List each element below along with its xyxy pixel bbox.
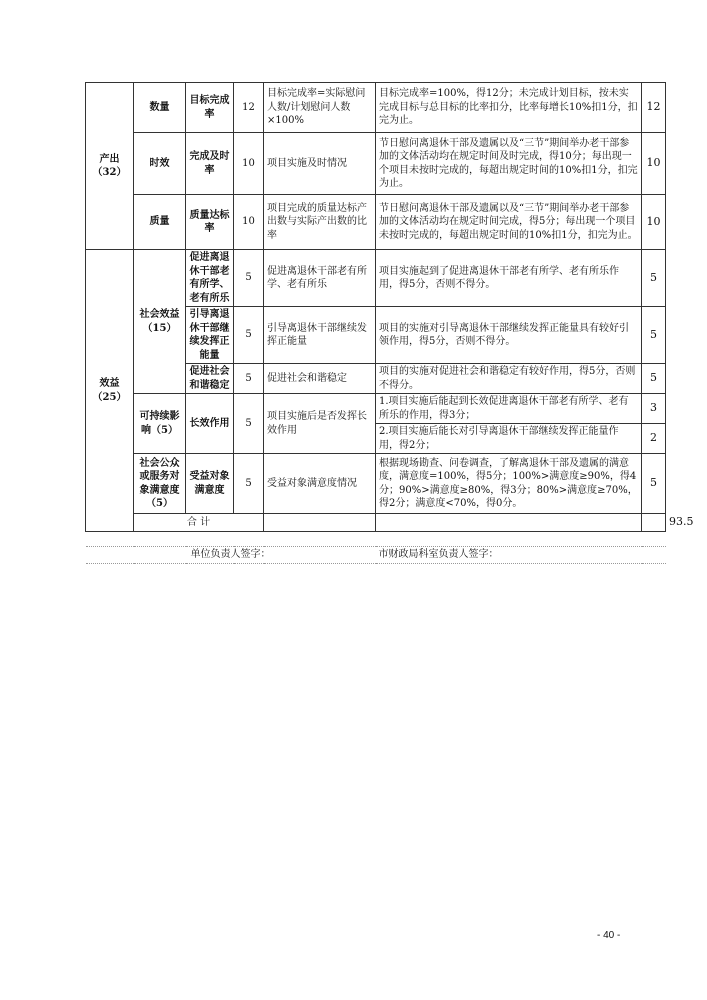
spacer-row — [86, 532, 666, 547]
weight: 5 — [234, 307, 264, 364]
score: 5 — [642, 364, 666, 394]
table-row — [86, 394, 666, 424]
subcategory-timeliness: 时效 — [134, 133, 186, 195]
table-row — [86, 454, 666, 514]
criteria: 节日慰问离退休干部及遗属以及“三节”期间举办老干部参加的文体活动均在规定时间及时完成，得10分；每出现一个项目未按时完成的，每超出规定时间的10%扣1分，扣完为止。 — [376, 133, 642, 195]
table-row — [86, 250, 666, 307]
weight: 5 — [234, 394, 264, 454]
signature-row — [86, 547, 666, 564]
weight: 12 — [234, 83, 264, 133]
criteria: 项目的实施对引导离退休干部继续发挥正能量具有较好引领作用，得5分，否则不得分。 — [376, 307, 642, 364]
metric: 引导离退休干部继续发挥正能量 — [186, 307, 234, 364]
metric-timeliness: 完成及时率 — [186, 133, 234, 195]
finance-signature: 市财政局科室负责人签字： — [376, 547, 666, 564]
criteria: 2.项目实施后能长对引导离退休干部继续发挥正能量作用，得2分； — [376, 424, 642, 454]
criteria: 目标完成率=100%，得12分；未完成计划目标，按未实完成目标与总目标的比率扣分，比率每增长10%扣1分，扣完为止。 — [376, 83, 642, 133]
subcategory-sustainable: 可持续影响（5） — [134, 394, 186, 454]
spacer-cell — [86, 532, 666, 547]
description: 促进社会和谐稳定 — [264, 364, 376, 394]
total-label: 合 计 — [134, 514, 264, 532]
category-output: 产出 （32） — [86, 83, 134, 250]
description: 促进离退休干部老有所学、老有所乐 — [264, 250, 376, 307]
criteria: 项目的实施对促进社会和谐稳定有较好作用，得5分，否则不得分。 — [376, 364, 642, 394]
subcategory-quantity: 数量 — [134, 83, 186, 133]
metric: 促进社会和谐稳定 — [186, 364, 234, 394]
criteria: 1.项目实施后能起到长效促进离退休干部老有所学、老有所乐的作用，得3分； — [376, 394, 642, 424]
score: 2 — [642, 424, 666, 454]
weight: 10 — [234, 195, 264, 250]
category-benefit: 效益 （25） — [86, 250, 134, 532]
total-row: 合 计 93.5 — [86, 514, 666, 532]
empty-cell — [642, 514, 666, 532]
description: 受益对象满意度情况 — [264, 454, 376, 514]
empty-cell — [264, 514, 376, 532]
evaluation-table — [85, 82, 694, 564]
description: 项目完成的质量达标产出数与实际产出数的比率 — [264, 195, 376, 250]
subcategory-quality: 质量 — [134, 195, 186, 250]
score: 12 — [642, 83, 666, 133]
description: 项目实施及时情况 — [264, 133, 376, 195]
criteria: 根据现场勘查、问卷调查，了解离退休干部及遗属的满意度，满意度=100%，得5分；100%>满意度≥90%，得4分；90%>满意度≥80%，得3分；80%>满意度≥70%，得2分；满意度<70%，得0分。 — [376, 454, 642, 514]
page-number: - 40 - — [597, 930, 621, 941]
criteria: 项目实施起到了促进离退休干部老有所学、老有所乐作用，得5分，否则不得分。 — [376, 250, 642, 307]
subcategory-satisfaction: 社会公众或服务对象满意度（5） — [134, 454, 186, 514]
metric-quality: 质量达标率 — [186, 195, 234, 250]
description: 引导离退休干部继续发挥正能量 — [264, 307, 376, 364]
metric: 促进离退休干部老有所学、老有所乐 — [186, 250, 234, 307]
weight: 5 — [234, 250, 264, 307]
score: 3 — [642, 394, 666, 424]
subcategory-social-benefit: 社会效益 （15） — [134, 250, 186, 394]
score: 5 — [642, 250, 666, 307]
weight: 5 — [234, 364, 264, 394]
score: 10 — [642, 195, 666, 250]
table-row — [86, 195, 666, 250]
criteria: 节日慰问离退休干部及遗属以及“三节”期间举办老干部参加的文体活动均在规定时间完成，得5分；每出现一个项目未按时完成的，每超出规定时间的10%扣1分，扣完为止。 — [376, 195, 642, 250]
unit-signature: 单位负责人签字： — [86, 547, 376, 564]
score: 5 — [642, 454, 666, 514]
table-row — [86, 133, 666, 195]
score: 10 — [642, 133, 666, 195]
metric-satisfaction: 受益对象满意度 — [186, 454, 234, 514]
empty-cell — [376, 514, 642, 532]
score: 5 — [642, 307, 666, 364]
metric-completion-rate: 目标完成率 — [186, 83, 234, 133]
weight: 10 — [234, 133, 264, 195]
description: 项目实施后是否发挥长效作用 — [264, 394, 376, 454]
metric-long-term: 长效作用 — [186, 394, 234, 454]
weight: 5 — [234, 454, 264, 514]
description: 目标完成率=实际慰问人数/计划慰问人数×100% — [264, 83, 376, 133]
table-row — [86, 83, 666, 133]
